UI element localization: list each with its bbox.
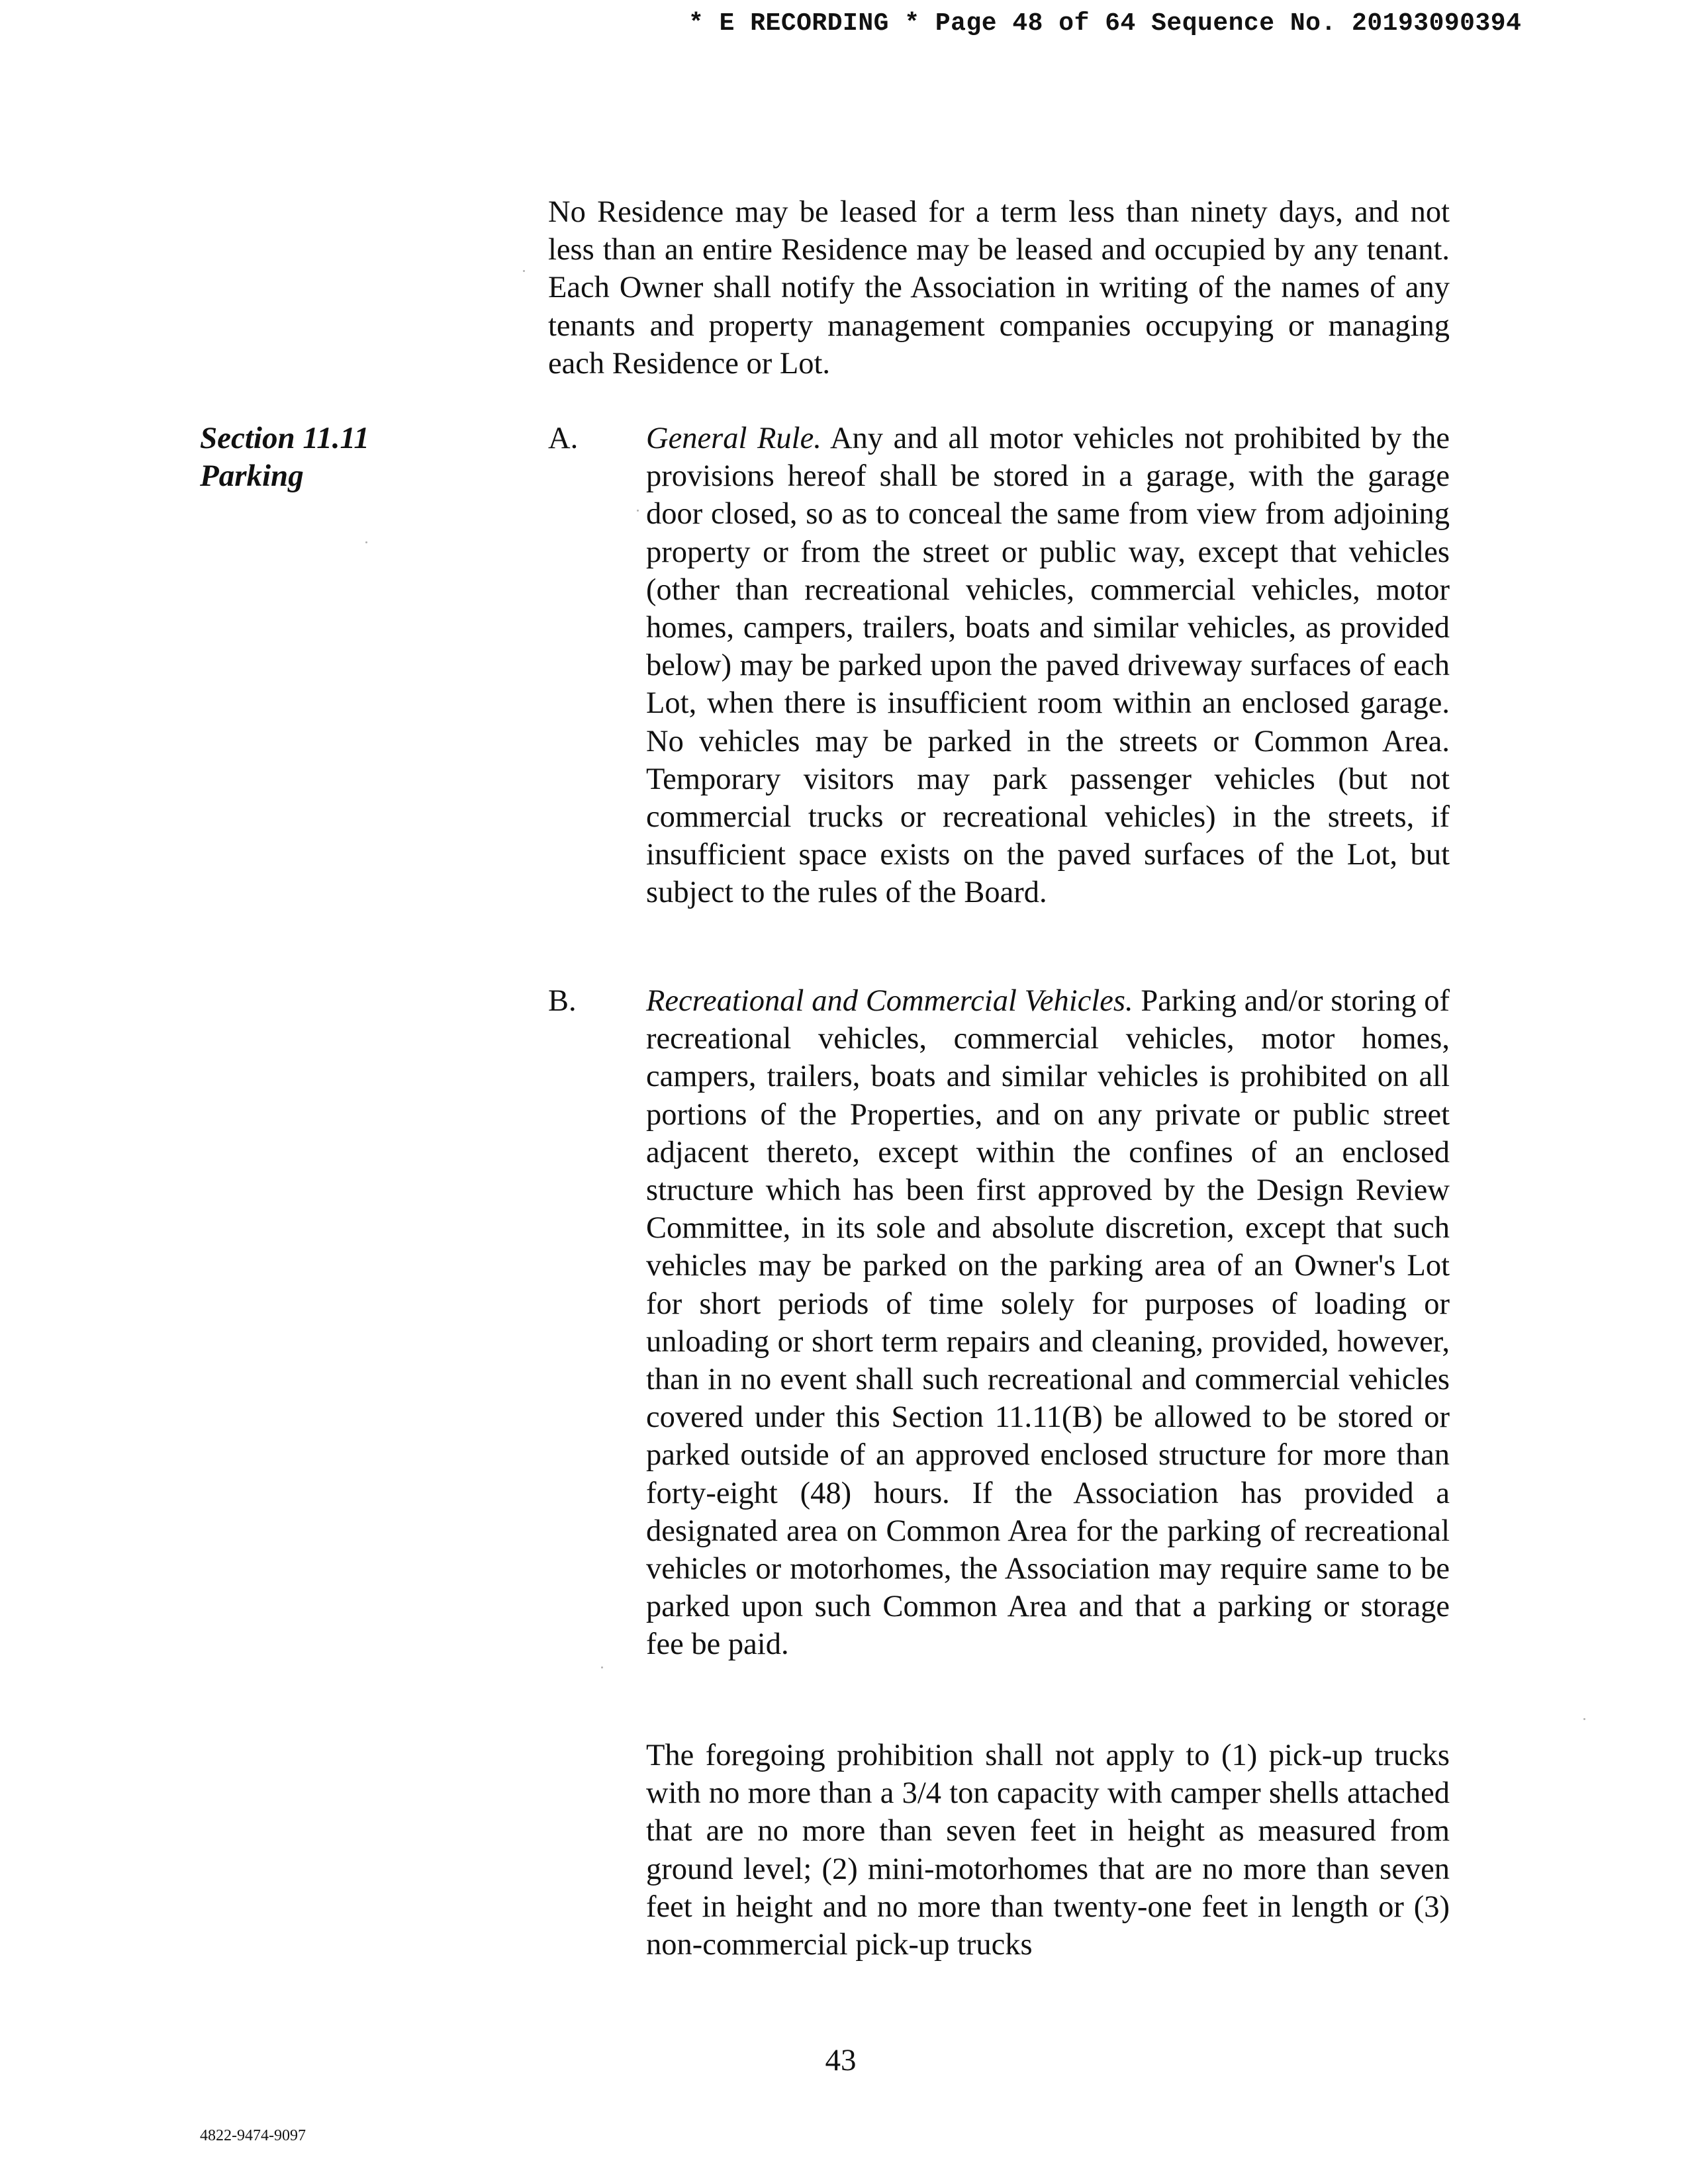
scan-speck xyxy=(1583,1718,1585,1720)
page-number: 43 xyxy=(825,2043,857,2077)
scan-speck xyxy=(365,541,367,543)
item-a-letter: A. xyxy=(548,422,579,455)
item-b-letter: B. xyxy=(548,984,577,1018)
recording-stamp: * E RECORDING * Page 48 of 64 Sequence No. 20193090394 xyxy=(688,9,1522,38)
section-number: Section 11.11 xyxy=(200,421,369,455)
intro-paragraph: No Residence may be leased for a term less than ninety days, and not less than an entire Residence may be leased and occupied by any tenant. Each Owner shall notify the Association in writing of the names of any tenants and property management companies occupying or managing each Residence or Lot. xyxy=(548,195,1450,381)
scan-speck xyxy=(523,270,525,272)
item-a-body xyxy=(646,420,1450,912)
scan-speck xyxy=(601,1666,603,1668)
document-id: 4822-9474-9097 xyxy=(200,2127,306,2144)
item-b-body xyxy=(646,982,1450,1664)
section-heading xyxy=(200,420,465,495)
scan-speck xyxy=(637,510,639,512)
item-b-title: Recreational and Commercial Vehicles. xyxy=(646,984,1133,1018)
item-a-text: Any and all motor vehicles not prohibited by the provisions hereof shall be stored in a garage, with the garage door closed, so as to conceal the same from view from adjoining property or from the street or public way, except that vehicles (other than recreational vehicles, commercial vehicles, motor homes, campers, trailers, boats and similar vehicles, as provided below) may be parked upon the paved driveway surfaces of each Lot, when there is insufficient room within an enclosed garage. No vehicles may be parked in the streets or Common Area. Temporary visitors may park passenger vehicles (but not commercial trucks or recreational vehicles) in the streets, if insufficient space exists on the paved surfaces of the Lot, but subject to the rules of the Board. xyxy=(646,422,1450,910)
item-a-title: General Rule. xyxy=(646,422,821,455)
item-b-text: Parking and/or storing of recreational vehicles, commercial vehicles, motor homes, campers, trailers, boats and similar vehicles is prohibited on all portions of the Properties, and on any private or public street adjacent thereto, except within the confines of an enclosed structure which has been first approved by the Design Review Committee, in its sole and absolute discretion, except that such vehicles may be parked on the parking area of an Owner's Lot for short periods of time solely for purposes of loading or unloading or short term repairs and cleaning, provided, however, than in no event shall such recreational and commercial vehicles covered under this Section 11.11(B) be allowed to be stored or parked outside of an approved enclosed structure for more than forty-eight (48) hours. If the Association has provided a designated area on Common Area for the parking of recreational vehicles or motorhomes, the Association may require same to be parked upon such Common Area and that a parking or storage fee be paid. xyxy=(646,984,1450,1662)
section-title: Parking xyxy=(200,459,304,493)
continuation-paragraph: The foregoing prohibition shall not apply to (1) pick-up trucks with no more than a 3/4 ton capacity with camper shells attached that are no more than seven feet in height as measured from ground level; (2) mini-motorhomes that are no more than seven feet in height and no more than twenty-one feet in length or (3) non-commercial pick-up trucks xyxy=(646,1739,1450,1962)
